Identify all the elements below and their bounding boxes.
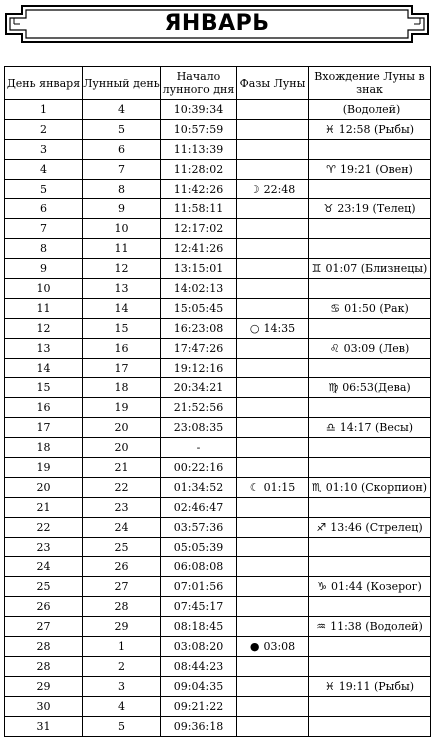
lunar-day-cell: 3 [83, 676, 161, 696]
page-title: ЯНВАРЬ [164, 11, 270, 36]
phase-cell [237, 438, 309, 458]
sign-entry: 06:53(Дева) [342, 381, 411, 395]
moon-phase-icon: ☽ [249, 182, 260, 196]
day-cell: 4 [5, 159, 83, 179]
zodiac-sign-icon: ♊ [311, 262, 322, 276]
sign-entry: 19:21 (Овен) [340, 162, 413, 176]
day-cell: 16 [5, 398, 83, 418]
sign-entry: 19:11 (Рыбы) [338, 679, 415, 693]
sign-cell [309, 139, 431, 159]
lunar-day-cell: 20 [83, 418, 161, 438]
zodiac-sign-icon: ♑ [317, 580, 327, 594]
table-row [5, 119, 431, 139]
sign-cell [309, 676, 431, 696]
lunar-day-cell: 26 [83, 557, 161, 577]
day-cell: 9 [5, 259, 83, 279]
phase-cell [237, 338, 309, 358]
sign-cell [309, 597, 431, 617]
day-cell: 14 [5, 358, 83, 378]
table-row [5, 656, 431, 676]
sign-cell [309, 537, 431, 557]
table-body [5, 100, 431, 737]
phase-cell [237, 597, 309, 617]
sign-cell [309, 199, 431, 219]
sign-cell [309, 458, 431, 478]
phase-cell [237, 716, 309, 736]
start-time-cell: 08:44:23 [161, 656, 237, 676]
day-cell: 12 [5, 318, 83, 338]
sign-cell [309, 318, 431, 338]
phase-time: 01:15 [263, 480, 296, 494]
start-time-cell: 09:21:22 [161, 696, 237, 716]
lunar-day-cell: 4 [83, 100, 161, 120]
table-row [5, 577, 431, 597]
start-time-cell: 11:42:26 [161, 179, 237, 199]
phase-cell [237, 318, 309, 338]
sign-cell [309, 378, 431, 398]
sign-cell [309, 398, 431, 418]
day-cell: 30 [5, 696, 83, 716]
sign-entry: 01:07 (Близнецы) [325, 262, 428, 276]
sign-cell [309, 477, 431, 497]
table-row [5, 279, 431, 299]
day-cell: 18 [5, 438, 83, 458]
start-time-cell: 00:22:16 [161, 458, 237, 478]
zodiac-sign-icon: ♏ [311, 480, 322, 494]
phase-time: 03:08 [263, 639, 296, 653]
phase-cell [237, 100, 309, 120]
sign-cell [309, 716, 431, 736]
lunar-day-cell: 15 [83, 318, 161, 338]
phase-cell [237, 418, 309, 438]
day-cell: 24 [5, 557, 83, 577]
phase-time: 22:48 [263, 182, 296, 196]
phase-cell [237, 696, 309, 716]
phase-cell [237, 219, 309, 239]
table-row [5, 358, 431, 378]
lunar-day-cell: 21 [83, 458, 161, 478]
day-cell: 22 [5, 517, 83, 537]
start-time-cell: 07:01:56 [161, 577, 237, 597]
lunar-day-cell: 5 [83, 716, 161, 736]
lunar-day-cell: 18 [83, 378, 161, 398]
phase-cell [237, 617, 309, 637]
table-row [5, 298, 431, 318]
day-cell: 19 [5, 458, 83, 478]
sign-cell [309, 100, 431, 120]
lunar-day-cell: 22 [83, 477, 161, 497]
zodiac-sign-icon: ♐ [316, 520, 327, 534]
start-time-cell: 21:52:56 [161, 398, 237, 418]
sign-cell [309, 179, 431, 199]
start-time-cell: 05:05:39 [161, 537, 237, 557]
start-time-cell: 12:17:02 [161, 219, 237, 239]
lunar-day-cell: 1 [83, 637, 161, 657]
table-row [5, 219, 431, 239]
zodiac-sign-icon: ♉ [323, 202, 334, 216]
sign-cell [309, 119, 431, 139]
lunar-day-cell: 16 [83, 338, 161, 358]
start-time-cell: 12:41:26 [161, 239, 237, 259]
start-time-cell: 01:34:52 [161, 477, 237, 497]
table-row [5, 716, 431, 736]
table-row [5, 497, 431, 517]
sign-cell [309, 298, 431, 318]
start-time-cell: 23:08:35 [161, 418, 237, 438]
lunar-day-cell: 27 [83, 577, 161, 597]
sign-entry: 01:10 (Скорпион) [325, 480, 428, 494]
phase-time: 14:35 [263, 321, 296, 335]
day-cell: 5 [5, 179, 83, 199]
start-time-cell: 20:34:21 [161, 378, 237, 398]
moon-phase-icon: ☾ [249, 480, 260, 494]
start-time-cell: 16:23:08 [161, 318, 237, 338]
lunar-day-cell: 8 [83, 179, 161, 199]
day-cell: 21 [5, 497, 83, 517]
phase-cell [237, 199, 309, 219]
sign-cell [309, 656, 431, 676]
start-time-cell: 15:05:45 [161, 298, 237, 318]
phase-cell [237, 497, 309, 517]
table-row [5, 378, 431, 398]
phase-cell [237, 259, 309, 279]
phase-cell [237, 358, 309, 378]
day-cell: 1 [5, 100, 83, 120]
start-time-cell: 19:12:16 [161, 358, 237, 378]
start-time-cell: 02:46:47 [161, 497, 237, 517]
column-header-sign [309, 67, 431, 100]
lunar-day-cell: 17 [83, 358, 161, 378]
sign-cell [309, 438, 431, 458]
lunar-day-cell: 25 [83, 537, 161, 557]
start-time-cell: 06:08:08 [161, 557, 237, 577]
phase-cell [237, 159, 309, 179]
phase-cell [237, 458, 309, 478]
phase-cell [237, 557, 309, 577]
sign-cell [309, 219, 431, 239]
lunar-day-cell: 14 [83, 298, 161, 318]
zodiac-sign-icon: ♓ [324, 679, 335, 693]
table-row [5, 517, 431, 537]
phase-cell [237, 239, 309, 259]
day-cell: 20 [5, 477, 83, 497]
start-time-cell: 07:45:17 [161, 597, 237, 617]
lunar-day-cell: 28 [83, 597, 161, 617]
table-row [5, 418, 431, 438]
day-cell: 28 [5, 637, 83, 657]
table-row [5, 159, 431, 179]
day-cell: 25 [5, 577, 83, 597]
day-cell: 2 [5, 119, 83, 139]
table-header-row [5, 67, 431, 100]
column-header-start [161, 67, 237, 100]
zodiac-sign-icon: ♈ [326, 162, 337, 176]
day-cell: 28 [5, 656, 83, 676]
moon-phase-icon: ● [249, 639, 260, 653]
sign-entry: 13:46 (Стрелец) [330, 520, 423, 534]
sign-cell [309, 617, 431, 637]
lunar-day-cell: 19 [83, 398, 161, 418]
start-time-cell: 03:08:20 [161, 637, 237, 657]
day-cell: 26 [5, 597, 83, 617]
table-row [5, 239, 431, 259]
lunar-day-cell: 24 [83, 517, 161, 537]
table-row [5, 537, 431, 557]
table-row [5, 438, 431, 458]
start-time-cell: 17:47:26 [161, 338, 237, 358]
phase-cell [237, 517, 309, 537]
sign-cell [309, 259, 431, 279]
table-row [5, 477, 431, 497]
table-row [5, 557, 431, 577]
lunar-day-cell: 13 [83, 279, 161, 299]
phase-cell [237, 577, 309, 597]
phase-cell [237, 298, 309, 318]
lunar-day-cell: 11 [83, 239, 161, 259]
column-header-day: День января [5, 67, 83, 100]
day-cell: 17 [5, 418, 83, 438]
table-row [5, 259, 431, 279]
lunar-day-cell: 5 [83, 119, 161, 139]
sign-entry: 03:09 (Лев) [343, 341, 410, 355]
sign-cell [309, 497, 431, 517]
phase-cell [237, 279, 309, 299]
zodiac-sign-icon: ♎ [325, 421, 336, 435]
day-cell: 11 [5, 298, 83, 318]
table-row [5, 100, 431, 120]
table-row [5, 179, 431, 199]
table-row [5, 139, 431, 159]
sign-cell [309, 239, 431, 259]
sign-cell [309, 418, 431, 438]
table-row [5, 597, 431, 617]
day-cell: 31 [5, 716, 83, 736]
lunar-calendar-table [4, 66, 431, 737]
start-time-cell: 13:15:01 [161, 259, 237, 279]
sign-cell [309, 517, 431, 537]
sign-entry: 11:38 (Водолей) [330, 620, 423, 634]
phase-cell [237, 378, 309, 398]
day-cell: 10 [5, 279, 83, 299]
table-row [5, 617, 431, 637]
zodiac-sign-icon: ♍ [328, 381, 339, 395]
lunar-day-cell: 7 [83, 159, 161, 179]
column-header-sign-text: Вхождение Луны в знак [314, 70, 425, 96]
day-cell: 23 [5, 537, 83, 557]
table-row [5, 338, 431, 358]
start-time-cell: 14:02:13 [161, 279, 237, 299]
phase-cell [237, 656, 309, 676]
phase-cell [237, 637, 309, 657]
lunar-day-cell: 29 [83, 617, 161, 637]
moon-phase-icon: ○ [249, 321, 260, 335]
table-row [5, 458, 431, 478]
lunar-day-cell: 4 [83, 696, 161, 716]
sign-cell [309, 338, 431, 358]
table-row [5, 199, 431, 219]
month-banner [4, 4, 430, 44]
day-cell: 3 [5, 139, 83, 159]
lunar-day-cell: 23 [83, 497, 161, 517]
phase-cell [237, 676, 309, 696]
sign-cell [309, 358, 431, 378]
start-time-cell: 09:04:35 [161, 676, 237, 696]
day-cell: 7 [5, 219, 83, 239]
sign-entry: 23:19 (Телец) [337, 202, 416, 216]
start-time-cell: 11:58:11 [161, 199, 237, 219]
day-cell: 29 [5, 676, 83, 696]
phase-cell [237, 139, 309, 159]
start-time-cell: 10:39:34 [161, 100, 237, 120]
sign-cell [309, 279, 431, 299]
sign-entry: (Водолей) [342, 102, 401, 116]
day-cell: 13 [5, 338, 83, 358]
start-time-cell: 08:18:45 [161, 617, 237, 637]
day-cell: 8 [5, 239, 83, 259]
start-time-cell: 03:57:36 [161, 517, 237, 537]
table-row [5, 398, 431, 418]
sign-cell [309, 696, 431, 716]
day-cell: 6 [5, 199, 83, 219]
sign-cell [309, 159, 431, 179]
column-header-phase: Фазы Луны [237, 67, 309, 100]
lunar-day-cell: 20 [83, 438, 161, 458]
sign-entry: 14:17 (Весы) [339, 421, 414, 435]
table-row [5, 696, 431, 716]
table-row [5, 637, 431, 657]
start-time-cell: 11:13:39 [161, 139, 237, 159]
sign-cell [309, 557, 431, 577]
start-time-cell: 10:57:59 [161, 119, 237, 139]
phase-cell [237, 179, 309, 199]
sign-cell [309, 637, 431, 657]
column-header-start-text: Начало лунного дня [162, 70, 235, 96]
sign-entry: 01:50 (Рак) [344, 301, 409, 315]
sign-entry: 12:58 (Рыбы) [338, 122, 415, 136]
start-time-cell: 09:36:18 [161, 716, 237, 736]
start-time-cell: - [161, 438, 237, 458]
phase-cell [237, 537, 309, 557]
phase-cell [237, 119, 309, 139]
table-row [5, 318, 431, 338]
lunar-day-cell: 9 [83, 199, 161, 219]
sign-entry: 01:44 (Козерог) [331, 580, 422, 594]
lunar-day-cell: 2 [83, 656, 161, 676]
start-time-cell: 11:28:02 [161, 159, 237, 179]
zodiac-sign-icon: ♓ [324, 122, 335, 136]
lunar-day-cell: 10 [83, 219, 161, 239]
day-cell: 27 [5, 617, 83, 637]
lunar-day-cell: 6 [83, 139, 161, 159]
zodiac-sign-icon: ♋ [330, 301, 341, 315]
day-cell: 15 [5, 378, 83, 398]
sign-cell [309, 577, 431, 597]
lunar-day-cell: 12 [83, 259, 161, 279]
zodiac-sign-icon: ♌ [329, 341, 340, 355]
zodiac-sign-icon: ♒ [316, 620, 327, 634]
column-header-lunar-day: Лунный день [83, 67, 161, 100]
phase-cell [237, 398, 309, 418]
phase-cell [237, 477, 309, 497]
table-row [5, 676, 431, 696]
